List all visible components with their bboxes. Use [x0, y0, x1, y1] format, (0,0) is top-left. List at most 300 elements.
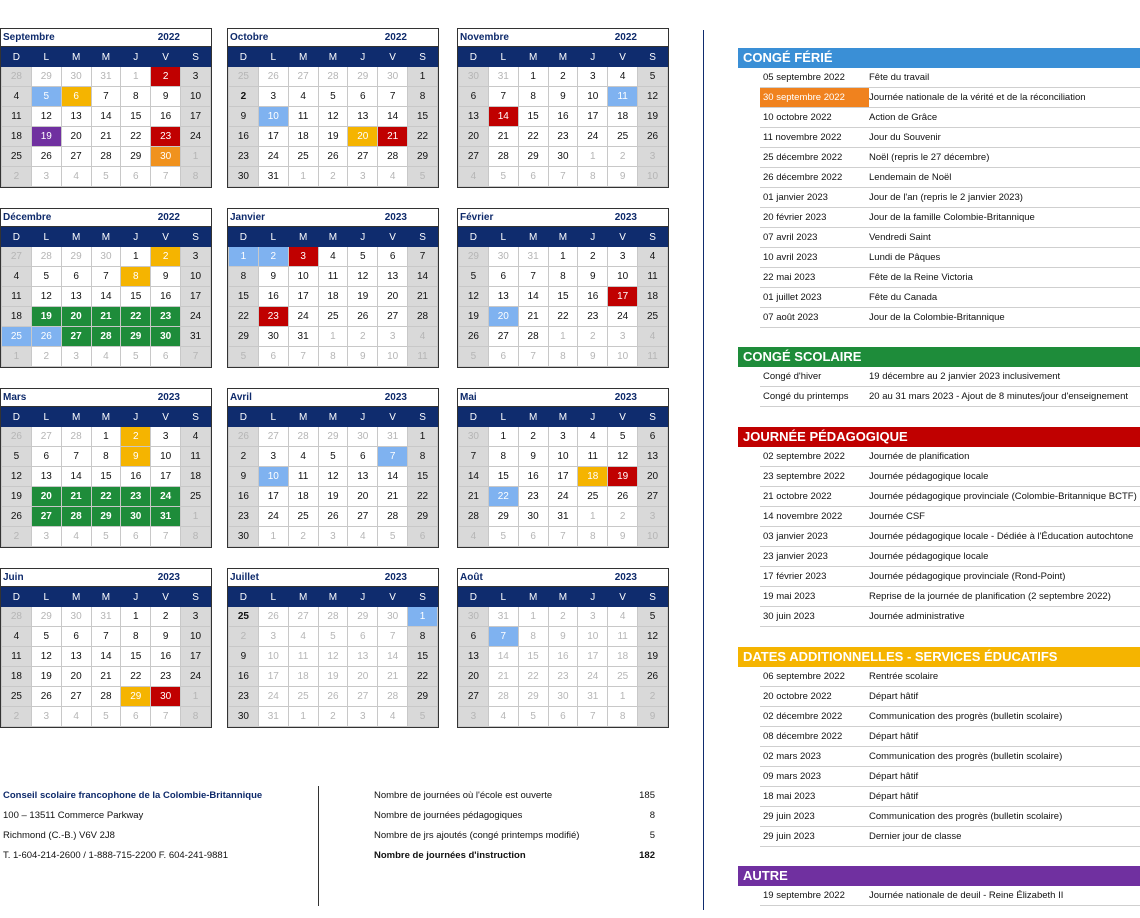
day-cell: 25 — [608, 127, 638, 147]
day-cell: 26 — [638, 127, 668, 147]
legend-row — [760, 787, 1140, 807]
day-cell: 7 — [61, 447, 91, 467]
legend-date: 23 janvier 2023 — [763, 551, 828, 562]
day-cell: 5 — [318, 627, 348, 647]
stat-row — [374, 806, 655, 826]
day-cell: 23 — [229, 507, 259, 527]
legend-date: 02 mars 2023 — [763, 751, 822, 762]
weekday-header: J — [121, 408, 151, 427]
weekday-header: V — [378, 588, 408, 607]
stats-block — [374, 786, 655, 866]
day-cell: 15 — [229, 287, 259, 307]
day-cell: 28 — [288, 427, 318, 447]
legend-row — [760, 68, 1140, 88]
day-cell: 7 — [488, 87, 518, 107]
address-line: Richmond (C.-B.) V6V 2J8 — [3, 830, 115, 841]
day-cell: 31 — [578, 687, 608, 707]
day-cell: 31 — [288, 327, 318, 347]
day-cell: 29 — [121, 327, 151, 347]
day-cell: 16 — [258, 287, 288, 307]
day-cell: 31 — [91, 607, 121, 627]
day-cell: 12 — [638, 87, 668, 107]
month-year: 2022 — [157, 212, 180, 223]
month-year: 2023 — [384, 392, 407, 403]
legend-row — [760, 807, 1140, 827]
day-cell: 4 — [61, 527, 91, 547]
day-cell: 15 — [121, 647, 151, 667]
day-cell: 17 — [548, 467, 578, 487]
weekday-header: M — [548, 48, 578, 67]
day-cell: 30 — [151, 327, 181, 347]
weekday-header: S — [181, 408, 211, 427]
day-cell: 30 — [61, 607, 91, 627]
day-cell: 17 — [151, 467, 181, 487]
weekday-header: D — [229, 408, 259, 427]
day-cell: 29 — [121, 147, 151, 167]
legend-date: 19 septembre 2022 — [763, 890, 845, 901]
day-cell: 16 — [229, 667, 259, 687]
day-cell: 7 — [91, 627, 121, 647]
legend-row — [760, 268, 1140, 288]
day-cell: 11 — [2, 647, 32, 667]
day-cell: 10 — [181, 87, 211, 107]
month-title — [228, 569, 438, 587]
day-cell: 25 — [578, 487, 608, 507]
day-cell: 28 — [378, 147, 408, 167]
day-cell: 29 — [31, 607, 61, 627]
day-cell: 28 — [91, 687, 121, 707]
day-cell: 20 — [348, 487, 378, 507]
legend-date: 29 juin 2023 — [763, 811, 815, 822]
day-cell: 11 — [638, 347, 668, 367]
legend-text: Journée nationale de deuil - Reine Élizabeth II — [869, 890, 1064, 901]
stat-label: Nombre de jrs ajoutés (congé printemps modifié) — [374, 830, 580, 841]
day-cell: 8 — [91, 447, 121, 467]
legend-date: Congé du printemps — [763, 391, 849, 402]
weekday-header: M — [91, 588, 121, 607]
legend-text: Dernier jour de classe — [869, 831, 962, 842]
stat-label: Nombre de journées d'instruction — [374, 850, 526, 861]
day-cell: 14 — [378, 647, 408, 667]
day-cell: 1 — [518, 607, 548, 627]
legend-date: 23 septembre 2022 — [763, 471, 845, 482]
weekday-header: D — [2, 48, 32, 67]
legend-date: 11 novembre 2022 — [763, 132, 842, 143]
day-cell: 11 — [408, 347, 438, 367]
day-cell: 27 — [61, 147, 91, 167]
weekday-header: M — [318, 228, 348, 247]
day-cell: 22 — [408, 487, 438, 507]
day-cell: 6 — [121, 527, 151, 547]
legend-date: 21 octobre 2022 — [763, 491, 832, 502]
legend-text: Journée pédagogique locale - Dédiée à l'Éducation autochtone — [869, 531, 1134, 542]
day-cell: 31 — [548, 507, 578, 527]
day-cell: 28 — [378, 687, 408, 707]
day-cell: 13 — [31, 467, 61, 487]
legend-row — [760, 148, 1140, 168]
day-cell: 4 — [318, 247, 348, 267]
weekday-header: V — [378, 228, 408, 247]
legend-text: Reprise de la journée de planification (2 septembre 2022) — [869, 591, 1111, 602]
legend-row — [760, 727, 1140, 747]
day-cell: 9 — [151, 87, 181, 107]
legend-text: Communication des progrès (bulletin scolaire) — [869, 811, 1063, 822]
day-cell: 13 — [638, 447, 668, 467]
weekday-header: D — [229, 48, 259, 67]
stat-value: 182 — [639, 850, 655, 861]
day-cell: 18 — [181, 467, 211, 487]
day-cell: 7 — [518, 267, 548, 287]
legend-text: Jour de la famille Colombie-Britannique — [869, 212, 1035, 223]
day-cell: 6 — [638, 427, 668, 447]
month-year: 2023 — [157, 572, 180, 583]
month-year: 2023 — [614, 572, 637, 583]
day-cell: 21 — [459, 487, 489, 507]
weekday-header: M — [288, 48, 318, 67]
legend-text: Rentrée scolaire — [869, 671, 939, 682]
legend-date: 30 septembre 2022 — [760, 88, 869, 107]
day-cell: 8 — [181, 527, 211, 547]
day-cell: 5 — [121, 347, 151, 367]
month-year: 2023 — [614, 392, 637, 403]
stat-row — [374, 786, 655, 806]
day-cell: 7 — [488, 627, 518, 647]
day-cell: 17 — [578, 107, 608, 127]
day-cell: 4 — [578, 427, 608, 447]
divider — [703, 30, 704, 910]
day-cell: 31 — [378, 427, 408, 447]
legend-text: Lendemain de Noël — [869, 172, 952, 183]
day-cell: 1 — [518, 67, 548, 87]
day-cell: 7 — [91, 87, 121, 107]
day-cell: 26 — [318, 687, 348, 707]
day-cell: 24 — [258, 147, 288, 167]
month-calendar — [0, 28, 212, 188]
legend-date: Congé d'hiver — [763, 371, 822, 382]
weekday-header: J — [578, 588, 608, 607]
day-cell: 7 — [378, 627, 408, 647]
day-cell: 23 — [121, 487, 151, 507]
day-cell: 14 — [518, 287, 548, 307]
legend-text: Départ hâtif — [869, 691, 919, 702]
weekday-header: L — [488, 408, 518, 427]
day-cell: 19 — [318, 487, 348, 507]
day-cell: 20 — [459, 127, 489, 147]
day-cell: 19 — [608, 467, 638, 487]
day-cell: 15 — [488, 467, 518, 487]
day-cell: 21 — [488, 127, 518, 147]
day-cell: 12 — [608, 447, 638, 467]
day-cell: 10 — [578, 627, 608, 647]
weekday-header: M — [318, 48, 348, 67]
stat-row — [374, 826, 655, 846]
weekday-header: D — [2, 588, 32, 607]
weekday-header: M — [91, 228, 121, 247]
day-cell: 27 — [61, 327, 91, 347]
month-calendar — [227, 28, 439, 188]
day-cell: 29 — [518, 687, 548, 707]
legend-date: 05 septembre 2022 — [763, 72, 845, 83]
day-cell: 5 — [31, 627, 61, 647]
legend-text: Départ hâtif — [869, 791, 919, 802]
legend-date: 07 août 2023 — [763, 312, 819, 323]
weekday-header: L — [488, 588, 518, 607]
day-cell: 8 — [578, 527, 608, 547]
day-cell: 1 — [229, 247, 259, 267]
day-cell: 2 — [608, 507, 638, 527]
day-cell: 1 — [578, 507, 608, 527]
day-cell: 6 — [518, 527, 548, 547]
legend-text: Journée nationale de la vérité et de la réconciliation — [869, 92, 1086, 103]
day-cell: 3 — [31, 167, 61, 187]
month-name: Avril — [230, 392, 252, 403]
weekday-header: J — [121, 588, 151, 607]
day-cell: 10 — [608, 267, 638, 287]
weekday-header: M — [288, 588, 318, 607]
day-cell: 1 — [181, 507, 211, 527]
day-cell: 15 — [121, 287, 151, 307]
weekday-header: L — [488, 48, 518, 67]
day-cell: 8 — [121, 87, 151, 107]
day-cell: 4 — [638, 247, 668, 267]
day-cell: 7 — [518, 347, 548, 367]
day-cell: 17 — [181, 107, 211, 127]
day-cell: 30 — [258, 327, 288, 347]
day-cell: 27 — [348, 147, 378, 167]
day-cell: 21 — [61, 487, 91, 507]
day-cell: 21 — [91, 667, 121, 687]
stat-label: Nombre de journées pédagogiques — [374, 810, 523, 821]
day-cell: 26 — [608, 487, 638, 507]
day-cell: 2 — [121, 427, 151, 447]
day-cell: 18 — [578, 467, 608, 487]
month-year: 2023 — [614, 212, 637, 223]
day-cell: 21 — [378, 127, 408, 147]
day-cell: 4 — [378, 167, 408, 187]
day-cell: 28 — [61, 427, 91, 447]
month-calendar — [0, 568, 212, 728]
day-cell: 12 — [318, 647, 348, 667]
day-cell: 16 — [229, 487, 259, 507]
day-cell: 24 — [181, 667, 211, 687]
day-cell: 20 — [459, 667, 489, 687]
legend-date: 10 octobre 2022 — [763, 112, 832, 123]
day-cell: 7 — [578, 707, 608, 727]
day-cell: 5 — [518, 707, 548, 727]
day-cell: 20 — [31, 487, 61, 507]
day-cell: 22 — [121, 307, 151, 327]
day-cell: 16 — [548, 107, 578, 127]
day-cell: 28 — [61, 507, 91, 527]
legend-text: Journée pédagogique provinciale (Colombie-Britannique BCTF) — [869, 491, 1137, 502]
day-cell: 21 — [378, 667, 408, 687]
day-cell: 30 — [548, 147, 578, 167]
day-cell: 29 — [488, 507, 518, 527]
day-cell: 6 — [61, 87, 91, 107]
day-cell: 18 — [288, 667, 318, 687]
day-cell: 30 — [121, 507, 151, 527]
month-name: Décembre — [3, 212, 52, 223]
weekday-header: D — [2, 228, 32, 247]
day-cell: 2 — [318, 167, 348, 187]
legend-row — [760, 607, 1140, 627]
day-cell: 4 — [608, 67, 638, 87]
day-cell: 6 — [121, 707, 151, 727]
day-cell: 18 — [318, 287, 348, 307]
weekday-header: D — [459, 228, 489, 247]
month-name: Mars — [3, 392, 27, 403]
legend-row — [760, 687, 1140, 707]
day-cell: 13 — [459, 107, 489, 127]
day-cell: 9 — [578, 347, 608, 367]
day-cell: 3 — [608, 247, 638, 267]
day-cell: 19 — [31, 667, 61, 687]
day-cell: 28 — [518, 327, 548, 347]
legend-date: 29 juin 2023 — [763, 831, 815, 842]
legend-row — [760, 747, 1140, 767]
day-cell: 5 — [2, 447, 32, 467]
legend-text: 20 au 31 mars 2023 - Ajout de 8 minutes/jour d'enseignement — [869, 391, 1129, 402]
day-cell: 1 — [288, 167, 318, 187]
day-cell: 9 — [638, 707, 668, 727]
day-cell: 30 — [61, 67, 91, 87]
month-year: 2022 — [614, 32, 637, 43]
legend-text: Noël (repris le 27 décembre) — [869, 152, 990, 163]
day-cell: 8 — [229, 267, 259, 287]
day-cell: 2 — [258, 247, 288, 267]
day-cell: 3 — [288, 247, 318, 267]
weekday-header: J — [121, 228, 151, 247]
day-cell: 3 — [181, 607, 211, 627]
day-cell: 10 — [378, 347, 408, 367]
legend-row — [760, 88, 1140, 108]
day-cell: 16 — [578, 287, 608, 307]
day-cell: 2 — [578, 247, 608, 267]
day-cell: 3 — [181, 67, 211, 87]
day-cell: 4 — [91, 347, 121, 367]
weekday-header: V — [151, 48, 181, 67]
day-cell: 27 — [459, 147, 489, 167]
day-cell: 24 — [578, 127, 608, 147]
day-cell: 4 — [61, 707, 91, 727]
day-cell: 1 — [608, 687, 638, 707]
legend-section — [738, 866, 1140, 906]
day-cell: 2 — [288, 527, 318, 547]
day-cell: 29 — [408, 687, 438, 707]
day-cell: 4 — [288, 627, 318, 647]
weekday-header: M — [288, 228, 318, 247]
day-cell: 29 — [229, 327, 259, 347]
day-cell: 6 — [488, 267, 518, 287]
day-cell: 4 — [348, 527, 378, 547]
day-cell: 28 — [378, 507, 408, 527]
day-cell: 4 — [2, 87, 32, 107]
day-cell: 12 — [318, 107, 348, 127]
day-cell: 2 — [151, 67, 181, 87]
day-cell: 19 — [638, 647, 668, 667]
weekday-header: M — [61, 48, 91, 67]
day-cell: 3 — [548, 427, 578, 447]
month-calendar — [0, 388, 212, 548]
day-cell: 1 — [181, 147, 211, 167]
day-cell: 7 — [408, 247, 438, 267]
month-calendar — [227, 208, 439, 368]
day-cell: 4 — [288, 87, 318, 107]
day-cell: 18 — [2, 667, 32, 687]
day-cell: 23 — [151, 667, 181, 687]
weekday-header: L — [31, 48, 61, 67]
day-cell: 1 — [181, 687, 211, 707]
weekday-header: M — [91, 408, 121, 427]
day-cell: 14 — [488, 647, 518, 667]
day-cell: 1 — [488, 427, 518, 447]
day-cell: 6 — [408, 527, 438, 547]
day-cell: 5 — [608, 427, 638, 447]
day-cell: 18 — [608, 107, 638, 127]
day-cell: 13 — [378, 267, 408, 287]
legend-date: 10 avril 2023 — [763, 252, 818, 263]
day-cell: 3 — [61, 347, 91, 367]
day-cell: 9 — [151, 267, 181, 287]
day-cell: 27 — [488, 327, 518, 347]
day-cell: 7 — [459, 447, 489, 467]
day-cell: 12 — [348, 267, 378, 287]
day-cell: 12 — [31, 107, 61, 127]
legend-text: Fête du travail — [869, 72, 930, 83]
weekday-header: M — [61, 228, 91, 247]
weekday-header: M — [318, 408, 348, 427]
legend-section — [738, 427, 1140, 627]
day-cell: 5 — [408, 707, 438, 727]
day-cell: 26 — [258, 67, 288, 87]
day-cell: 20 — [61, 127, 91, 147]
day-cell: 7 — [91, 267, 121, 287]
weekday-header: J — [121, 48, 151, 67]
weekday-header: J — [578, 48, 608, 67]
day-cell: 30 — [229, 527, 259, 547]
legend-date: 18 mai 2023 — [763, 791, 816, 802]
day-cell: 3 — [258, 447, 288, 467]
day-cell: 26 — [31, 687, 61, 707]
legend-text: Vendredi Saint — [869, 232, 931, 243]
legend-text: Jour de la Colombie-Britannique — [869, 312, 1005, 323]
day-cell: 15 — [518, 107, 548, 127]
day-cell: 8 — [121, 267, 151, 287]
day-cell: 29 — [31, 67, 61, 87]
day-cell: 4 — [2, 627, 32, 647]
day-cell: 3 — [638, 507, 668, 527]
day-cell: 28 — [91, 327, 121, 347]
day-cell: 29 — [408, 147, 438, 167]
legend-row — [760, 707, 1140, 727]
day-cell: 29 — [348, 67, 378, 87]
day-cell: 28 — [488, 147, 518, 167]
day-cell: 11 — [288, 647, 318, 667]
day-cell: 3 — [348, 167, 378, 187]
day-cell: 27 — [61, 687, 91, 707]
day-cell: 5 — [378, 527, 408, 547]
day-cell: 1 — [408, 427, 438, 447]
day-cell: 9 — [348, 347, 378, 367]
day-cell: 2 — [229, 447, 259, 467]
day-cell: 24 — [181, 127, 211, 147]
day-cell: 28 — [318, 607, 348, 627]
day-cell: 10 — [181, 627, 211, 647]
weekday-header: L — [31, 408, 61, 427]
weekday-header: M — [518, 408, 548, 427]
legend-row — [760, 168, 1140, 188]
day-cell: 12 — [31, 647, 61, 667]
